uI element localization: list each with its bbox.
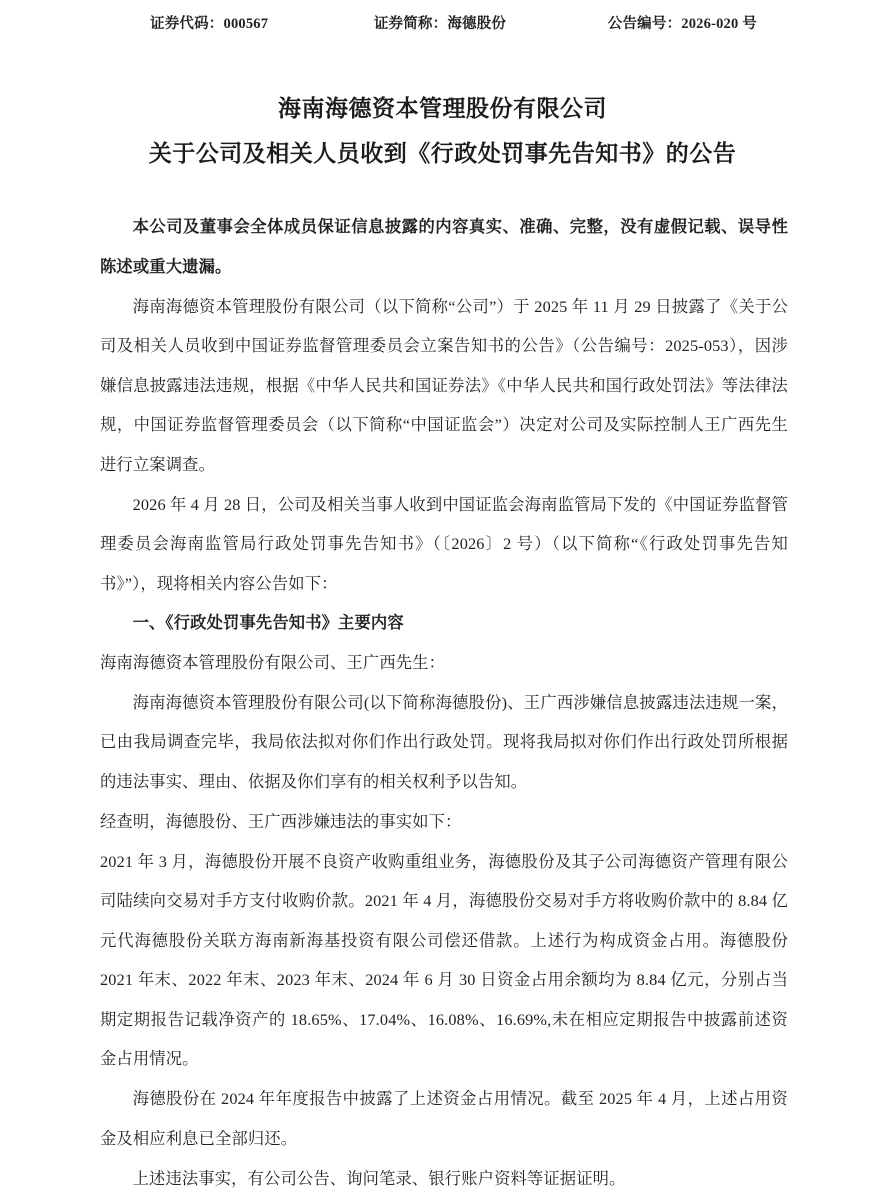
- section-paragraph-3: 2021 年 3 月，海德股份开展不良资产收购重组业务，海德股份及其子公司海德资产管理有限公司陆续向交易对手方支付收购价款。2021 年 4 月，海德股份交易对手方将收购价款中的 8.84 亿元代海德股份关联方海南新海基投资有限公司偿还借款。上述行为构成资金占用。海德股份 2021 年末、2022 年末、2023 年末、2024 年 6 月 30 日资金占用余额均为 8.84 亿元，分别占当期定期报告记载净资产的 18.65%、17.04%、16.08%、16.69%,未在相应定期报告中披露前述资金占用情况。: [100, 851, 788, 1069]
- notice-number-field: [608, 12, 757, 33]
- stock-code-field: [150, 12, 268, 33]
- body-paragraph-1: 海南海德资本管理股份有限公司（以下简称“公司”）于 2025 年 11 月 29 日披露了《关于公司及相关人员收到中国证券监督管理委员会立案告知书的公告》（公告编号：2025-053），因涉嫌信息披露违法违规，根据《中华人民共和国证券法》《中华人民共和国行政处罚法》等法律法规，中国证券监督管理委员会（以下简称“中国证监会”）决定对公司及实际控制人王广西先生进行立案调查。: [100, 296, 788, 474]
- stock-name-value: 海德股份: [447, 16, 507, 32]
- document-body: [0, 207, 885, 1198]
- company-title: 海南海德资本管理股份有限公司: [278, 96, 607, 121]
- document-running-header: [0, 0, 885, 33]
- stock-name-label: 证券简称：: [373, 16, 448, 32]
- document-title-block: [0, 91, 885, 171]
- notice-number-label: 公告编号：: [607, 16, 682, 32]
- body-paragraph-2: 2026 年 4 月 28 日，公司及相关当事人收到中国证监会海南监管局下发的《中国证券监督管理委员会海南监管局行政处罚事先告知书》（〔2026〕2 号）（以下简称“《行政处罚事先告知书》”），现将相关内容公告如下：: [100, 494, 788, 593]
- section-paragraph-4: 海德股份在 2024 年年度报告中披露了上述资金占用情况。截至 2025 年 4 月，上述占用资金及相应利息已全部归还。: [100, 1089, 788, 1148]
- notice-number-value: 2026-020 号: [681, 16, 757, 32]
- stock-code-value: 000567: [223, 16, 269, 32]
- section-paragraph-2: 经查明，海德股份、王广西涉嫌违法的事实如下：: [100, 811, 462, 831]
- disclaimer-paragraph: 本公司及董事会全体成员保证信息披露的内容真实、准确、完整，没有虚假记载、误导性陈述或重大遗漏。: [100, 217, 788, 276]
- section-paragraph-1: 海南海德资本管理股份有限公司(以下简称海德股份)、王广西涉嫌信息披露违法违规一案，已由我局调查完毕，我局依法拟对你们作出行政处罚。现将我局拟对你们作出行政处罚所根据的违法事实、理由、依据及你们享有的相关权利予以告知。: [100, 692, 788, 791]
- section-paragraph-5: 上述违法事实，有公司公告、询问笔录、银行账户资料等证据证明。: [132, 1168, 626, 1188]
- stock-name-field: [374, 12, 506, 33]
- stock-code-label: 证券代码：: [150, 16, 224, 32]
- section-heading-1: 一、《行政处罚事先告知书》主要内容: [132, 613, 404, 633]
- announcement-subject-title: 关于公司及相关人员收到《行政处罚事先告知书》的公告: [148, 140, 737, 166]
- addressee-paragraph: 海南海德资本管理股份有限公司、王广西先生：: [100, 652, 446, 672]
